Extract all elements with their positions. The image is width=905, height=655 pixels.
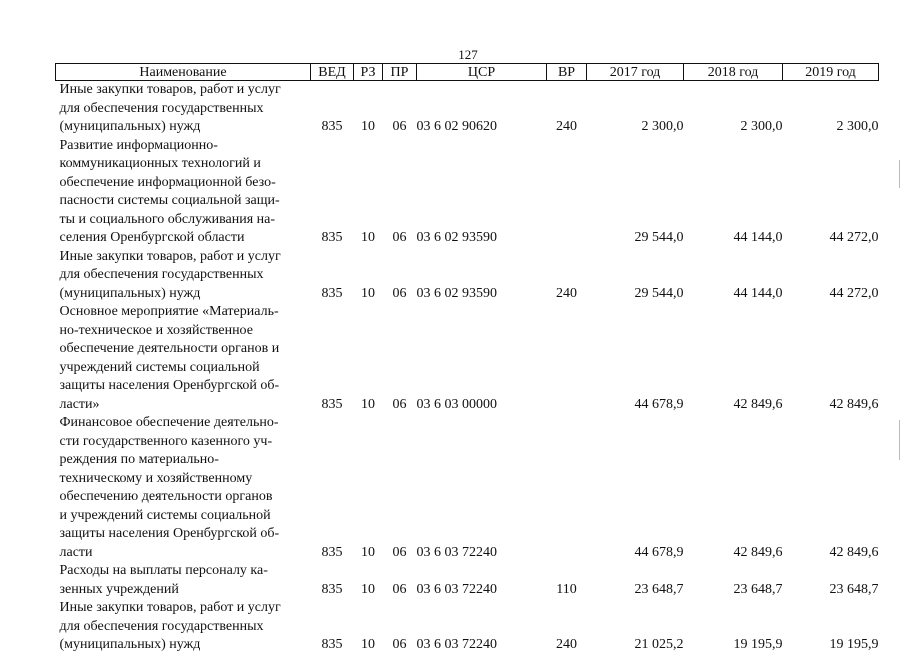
row-vr: 110	[556, 581, 577, 597]
row-csr: 03 6 03 72240	[416, 581, 497, 597]
row-2017: 23 648,7	[634, 581, 684, 597]
row-pr: 06	[392, 119, 407, 134]
header-2018: 2018 год	[684, 64, 783, 81]
row-csr: 03 6 02 90620	[416, 119, 497, 134]
row-2017: 21 025,2	[634, 637, 684, 652]
header-pr: ПР	[383, 64, 417, 81]
row-csr: 03 6 03 72240	[416, 544, 497, 560]
row-rz: 10	[361, 637, 375, 652]
row-2018: 42 849,6	[733, 544, 783, 560]
header-vr: ВР	[547, 64, 587, 81]
row-pr: 06	[392, 544, 407, 560]
row-vr	[547, 137, 587, 248]
row-2019: 42 849,6	[829, 544, 879, 560]
row-2019: 2 300,0	[836, 119, 879, 134]
row-2017: 44 678,9	[634, 544, 684, 560]
row-pr: 06	[392, 230, 407, 245]
header-2017: 2017 год	[587, 64, 684, 81]
table-row	[56, 562, 879, 599]
table-row	[56, 599, 879, 655]
row-name: Финансовое обеспечение деятельно- сти государственного казенного уч- реждения по материально- техническому и хозяйственному обеспечению деятельности органов и учреждений системы социальной защиты населения Оренбургской об- ласти	[59, 415, 280, 560]
row-pr: 06	[392, 581, 407, 597]
row-vr	[547, 303, 587, 414]
row-name: Основное мероприятие «Материаль- но-техническое и хозяйственное обеспечение деятельности органов и учреждений системы социальной защиты населения Оренбургской об- ласти»	[59, 304, 280, 412]
row-pr: 06	[392, 637, 407, 652]
table-row	[56, 248, 879, 304]
row-ved: 835	[321, 581, 343, 597]
row-rz: 10	[361, 581, 375, 597]
row-name: Иные закупки товаров, работ и услуг для обеспечения государственных (муниципальных) нужд	[59, 248, 281, 301]
row-rz: 10	[361, 396, 375, 412]
row-2017: 29 544,0	[634, 285, 684, 301]
row-rz: 10	[361, 119, 375, 134]
table-row	[56, 81, 879, 137]
row-2019: 42 849,6	[829, 396, 879, 412]
row-name: Расходы на выплаты персоналу ка- зенных учреждений	[59, 563, 268, 597]
row-ved: 835	[321, 119, 343, 134]
row-rz: 10	[361, 230, 375, 245]
page-number: 127	[458, 47, 478, 62]
header-csr: ЦСР	[417, 64, 547, 81]
row-ved: 835	[321, 396, 343, 412]
table-header-row	[56, 64, 879, 81]
row-csr: 03 6 03 72240	[416, 637, 497, 652]
row-2018: 23 648,7	[733, 581, 783, 597]
row-2018: 44 144,0	[733, 230, 783, 245]
row-name: Иные закупки товаров, работ и услуг для обеспечения государственных (муниципальных) нужд	[59, 600, 281, 652]
row-2019: 19 195,9	[829, 637, 879, 652]
row-2017: 44 678,9	[634, 396, 684, 412]
row-ved: 835	[321, 544, 343, 560]
row-ved: 835	[321, 230, 343, 245]
row-2019: 23 648,7	[829, 581, 879, 597]
row-rz: 10	[361, 544, 375, 560]
header-ved: ВЕД	[311, 64, 354, 81]
row-csr: 03 6 02 93590	[416, 285, 497, 301]
table-row	[56, 414, 879, 562]
table-row	[56, 303, 879, 414]
row-name: Развитие информационно- коммуникационных технологий и обеспечение информационной безо- пасности системы социальной защи- ты и социального обслуживания на- селения Оренбургской области	[59, 137, 280, 245]
row-vr	[547, 414, 587, 562]
row-2018: 19 195,9	[733, 637, 783, 652]
header-rz: РЗ	[354, 64, 383, 81]
row-vr: 240	[556, 119, 577, 134]
row-pr: 06	[392, 396, 407, 412]
row-csr: 03 6 02 93590	[416, 230, 497, 245]
row-2018: 44 144,0	[733, 285, 783, 301]
row-2018: 2 300,0	[740, 119, 783, 134]
row-2017: 2 300,0	[641, 119, 684, 134]
row-pr: 06	[392, 285, 407, 301]
row-2019: 44 272,0	[829, 230, 879, 245]
scan-edge-mark	[899, 160, 900, 188]
row-rz: 10	[361, 285, 375, 301]
row-ved: 835	[321, 285, 343, 301]
header-2019: 2019 год	[783, 64, 879, 81]
row-ved: 835	[321, 637, 343, 652]
row-csr: 03 6 03 00000	[416, 396, 497, 412]
header-name: Наименование	[56, 64, 311, 81]
budget-table	[55, 63, 879, 655]
scan-edge-mark	[899, 420, 900, 460]
row-vr: 240	[556, 637, 577, 652]
row-vr: 240	[556, 285, 577, 301]
row-name: Иные закупки товаров, работ и услуг для обеспечения государственных (муниципальных) нужд	[59, 82, 281, 134]
row-2017: 29 544,0	[634, 230, 684, 245]
row-2019: 44 272,0	[829, 285, 879, 301]
row-2018: 42 849,6	[733, 396, 783, 412]
table-row	[56, 137, 879, 248]
